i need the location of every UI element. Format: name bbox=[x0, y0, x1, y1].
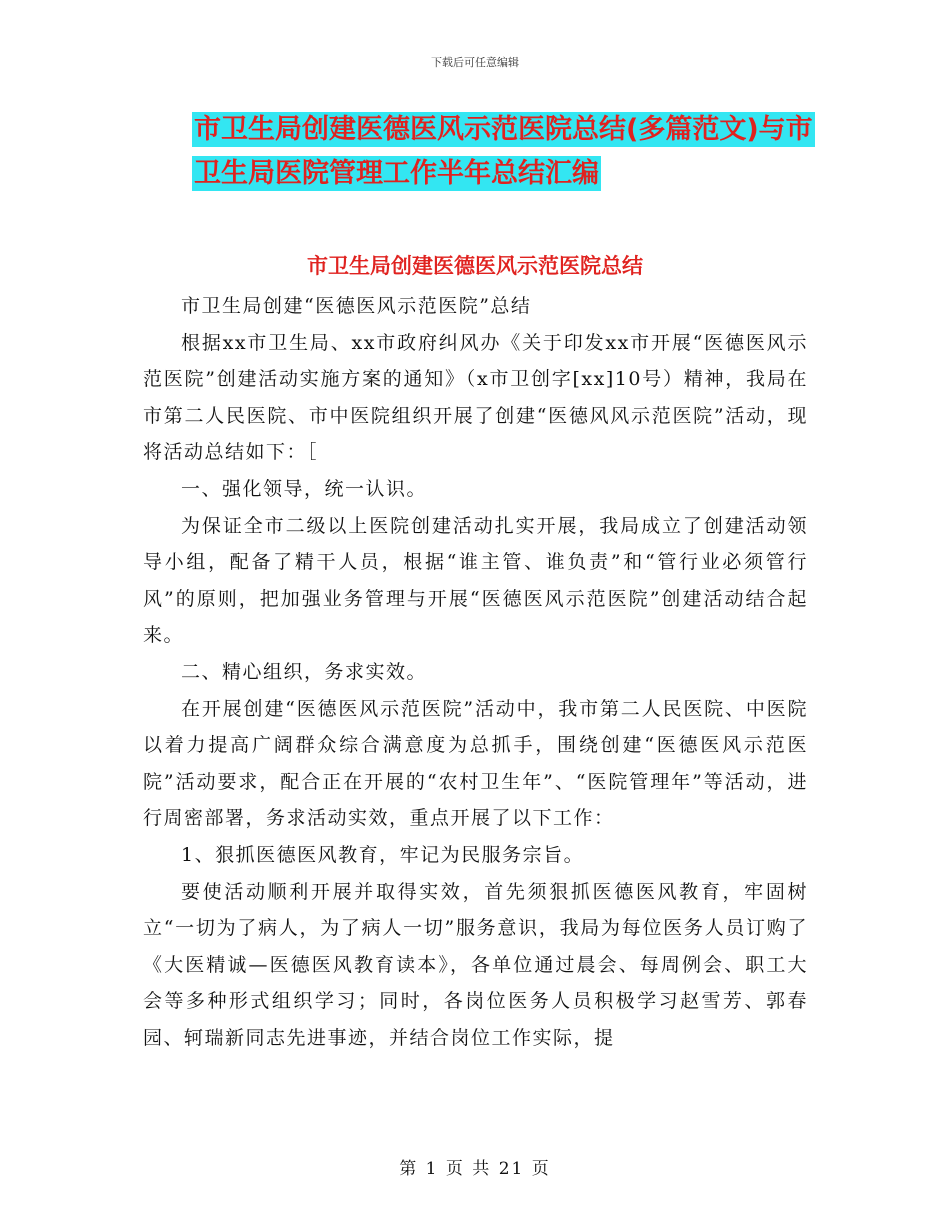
document-body bbox=[143, 288, 808, 1056]
paragraph: 在开展创建“医德医风示范医院”活动中，我市第二人民医院、中医院以着力提高广阔群众综合满意度为总抓手，围绕创建“医德医风示范医院”活动要求，配合正在开展的“农村卫生年”、“医院管理年”等活动，进行周密部署，务求活动实效，重点开展了以下工作： bbox=[143, 697, 808, 830]
paragraph: 根据xx市卫生局、xx市政府纠风办《关于印发xx市开展“医德医风示范医院”创建活动实施方案的通知》（x市卫创字[xx]10号）精神，我局在市第二人民医院、市中医院组织开展了创建“医德风风示范医院”活动，现将活动总结如下：［ bbox=[143, 331, 808, 464]
document-title-line-2 bbox=[192, 154, 872, 194]
paragraph: 一、强化领导，统一认识。 bbox=[181, 477, 428, 500]
title-highlight: 卫生局医院管理工作半年总结汇编 bbox=[194, 158, 599, 189]
paragraph: 为保证全市二级以上医院创建活动扎实开展，我局成立了创建活动领导小组，配备了精干人员，根据“谁主管、谁负责”和“管行业必须管行风”的原则，把加强业务管理与开展“医德医风示范医院”创建活动结合起来。 bbox=[143, 514, 808, 647]
paragraph: 1、狠抓医德医风教育，牢记为民服务宗旨。 bbox=[181, 843, 585, 866]
paragraph: 要使活动顺利开展并取得实效，首先须狠抓医德医风教育，牢固树立“一切为了病人，为了病人一切”服务意识，我局为每位医务人员订购了《大医精诚—医德医风教育读本》，各单位通过晨会、每周例会、职工大会等多种形式组织学习；同时，各岗位医务人员积极学习赵雪芳、郭春园、轲瑞新同志先进事迹，并结合岗位工作实际，提 bbox=[143, 880, 808, 1049]
page-footer: 第 1 页 共 21 页 bbox=[399, 1159, 551, 1179]
section-title: 市卫生局创建医德医风示范医院总结 bbox=[307, 254, 643, 278]
paragraph: 市卫生局创建“医德医风示范医院”总结 bbox=[181, 295, 532, 317]
document-title-line-1 bbox=[192, 110, 872, 150]
title-highlight: 市卫生局创建医德医风示范医院总结(多篇范文)与市 bbox=[194, 114, 813, 145]
header-note: 下载后可任意编辑 bbox=[431, 56, 519, 69]
paragraph: 二、精心组织，务求实效。 bbox=[181, 660, 428, 683]
